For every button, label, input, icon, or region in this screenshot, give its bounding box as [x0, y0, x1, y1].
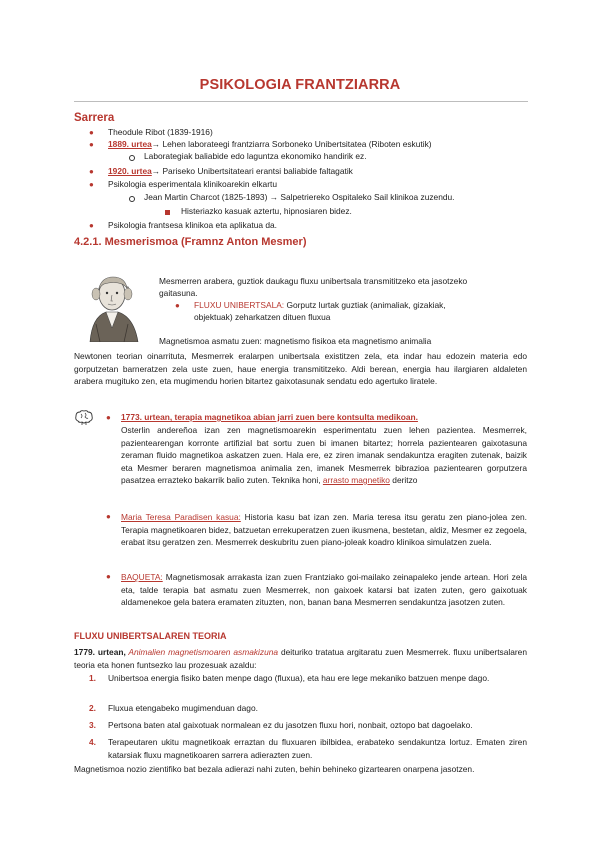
list-item: [108, 166, 353, 177]
sub-list-item: Jean Martin Charcot (1825-1893) → Salpetriereko Ospitaleko Sail klinikoa zuzendu.: [144, 192, 455, 202]
page-title: PSIKOLOGIA FRANTZIARRA: [199, 77, 401, 93]
bullet-icon: ●: [89, 180, 94, 189]
item-1773-tail: deritzo: [389, 475, 418, 485]
list-item: Psikologia frantsesa klinikoa eta aplikatua da.: [108, 220, 277, 230]
bullet-icon: ●: [106, 512, 111, 521]
maria-text: Historia kasu bat izan zen. Maria teresa itsu geratu zen piano-jolea zen. Terapia magnetikoaren bidez, batzuetan errekuperatzen zuen ikusmena, bestetan, aldiz, Mesmer ez zegoela, erabat itsu geratzen zen. Mesmerrek deskubritu zuen piano-joleak koadro klinikoa simulatzen zuela.: [121, 512, 527, 547]
point-number: 4.: [89, 737, 96, 747]
intro-line: Mesmerren arabera, guztiok daukagu fluxu unibertsala transmititzeko eta jasotzeko: [159, 276, 468, 286]
list-item-text: → Pariseko Unibertsitateari erantsi baliabide faltagatik: [151, 166, 353, 176]
teoria-intro-text: deituriko tratatua argitaratu zuen Mesmerrek. fluxu unibertsalaren teoria eta honen funtsezko lau prozesuak azaldu:: [74, 647, 527, 670]
title-rule: [74, 101, 528, 102]
item-1773-text: Osterlin andereñoa izan zen magnetismoarekin esperimentatu zuen lehen pazientea. Mesmerrek, pazientearengan korronte artifizial bat sortu zuen bi imanen bitartez; horrela pazientearen gaixotasuna zeraman fluido magnetikoa askatzen zuen. Hala ere, ez ziren imanak sendakuntza eragiten zutenak, baizik eta Mesmer beraren magnetismoa animalia zen, imanek Mesmerrek bibrazioa pazientearen gorputzera pasatzea errazteko bakarrik balio zuten. Teknika honi,: [121, 425, 527, 485]
portrait-icon: [82, 272, 146, 342]
list-item: [108, 139, 432, 150]
bullet-icon: ●: [175, 301, 180, 310]
section-heading-sarrera: Sarrera: [74, 112, 115, 124]
bullet-icon: ●: [106, 413, 111, 422]
sub-sub-list-item: Histeriazko kasuak aztertu, hipnosiaren bidez.: [181, 206, 352, 216]
teoria-book-title: Animalien magnetismoaren asmakizuna: [125, 647, 279, 657]
bullet-icon: ●: [89, 140, 94, 149]
definition-line: objektuak) zeharkatzen dituen fluxua: [194, 312, 331, 322]
point-text: Terapeutaren ukitu magnetikoak erraztan du fluxuaren ibilbidea, erabateko sendakuntza lortuz. Ematen ziren katarsiak fluxu magnetikoaren sarrera adierazten zuen.: [108, 737, 527, 760]
point-number: 3.: [89, 720, 96, 730]
maria-item: [121, 511, 527, 549]
definition-text: Gorputz lurtak guztiak (animaliak, gizakiak,: [284, 300, 446, 310]
bullet-icon: ●: [106, 572, 111, 581]
bullet-icon: ●: [89, 167, 94, 176]
list-item-text: → Lehen laborateegi frantziarra Sorboneko Unibertsitatea (Riboten eskutik): [151, 139, 432, 149]
bullet-icon: ●: [89, 128, 94, 137]
circle-bullet-icon: [129, 196, 135, 202]
square-bullet-icon: [165, 210, 170, 215]
point-number: 2.: [89, 703, 96, 713]
sub-list-item: Laborategiak baliabide edo laguntza ekonomiko handirik ez.: [144, 151, 367, 161]
maria-label: Maria Teresa Paradisen kasua:: [121, 512, 241, 522]
item-1773-body: [121, 424, 527, 487]
baqueta-item: [121, 571, 527, 609]
teoria-year: 1779. urtean,: [74, 647, 126, 657]
year-link: 1920. urtea: [108, 166, 152, 176]
baqueta-text: Magnetismosak arrakasta izan zuen Frantziako goi-mailako zeinapaleko jende artean. Hori zela eta, talde terapia bat asmatu zuen Mesmerrek, non gaixoek katarsi bat izaten zuten, gero gaixotuak aldamenekoe gela batera eramaten zituzten, non, banan bana Mesmerren sendakuntza jasotzen zuten.: [121, 572, 527, 607]
newton-paragraph: Newtonen teorian oinarrituta, Mesmerrek eralarpen unibertsala existitzen zela, eta indar hau edozein materia edo gorputzetan barneratzen zela uste zuen, haue energia transmititzeko. Aldi berean, energia hau ilargiaren aldaleten arabera mugituko zen, eta mugimendu horien bitartez gaixotasunak sendatu edo agertuko liratele.: [74, 351, 527, 386]
item-1773-heading: 1773. urtean, terapia magnetikoa abian jarri zuen bere kontsulta medikoan.: [121, 412, 418, 422]
point-text: Pertsona baten atal gaixotuak normalean ez du jasotzen fluxu hori, nonbait, oztopo bat dagoelako.: [108, 720, 473, 730]
intro-line: gaitasuna.: [159, 288, 198, 298]
bullet-icon: ●: [89, 221, 94, 230]
list-item: Psikologia esperimentala klinikoarekin elkartu: [108, 179, 277, 189]
point-text: Unibertsoa energia fisiko baten menpe dago (fluxua), eta hau ere lege mekaniko batzuen menpe dago.: [108, 673, 490, 683]
definition-line: [194, 300, 446, 311]
year-link: 1889. urtea: [108, 139, 152, 149]
list-item: Theodule Ribot (1839-1916): [108, 127, 213, 137]
baqueta-label: BAQUETA:: [121, 572, 163, 582]
point-text: Fluxua etengabeko mugimenduan dago.: [108, 703, 258, 713]
closing-line: Magnetismoa nozio zientifiko bat bezala adierazi nahi zuten, behin behineko gizartearen onarpena jasotzen.: [74, 764, 475, 774]
circle-bullet-icon: [129, 155, 135, 161]
magnetismo-line: Magnetismoa asmatu zuen: magnetismo fisikoa eta magnetismo animalia: [159, 336, 432, 346]
point-number: 1.: [89, 673, 96, 683]
definition-label: FLUXU UNIBERTSALA:: [194, 300, 285, 310]
brain-icon: [74, 409, 94, 427]
teoria-intro: [74, 646, 527, 671]
arrasto-magnetiko-link[interactable]: arrasto magnetiko: [322, 475, 390, 485]
section-heading-mesmerismoa: 4.2.1. Mesmerismoa (Framnz Anton Mesmer): [74, 236, 307, 248]
section-heading-teoria: FLUXU UNIBERTSALAREN TEORIA: [74, 631, 227, 641]
